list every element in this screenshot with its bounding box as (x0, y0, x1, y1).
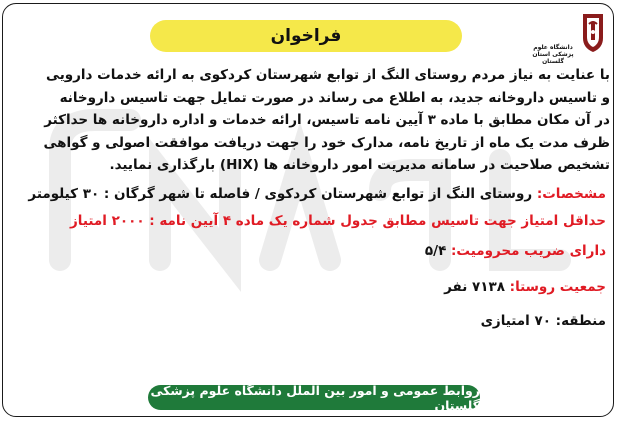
footer-banner (148, 382, 480, 413)
body-line: تشخیص صلاحیت در سامانه مدیریت امور داروخانه ها (HIX) بارگذاری نمایید. (109, 157, 610, 173)
min-score-value: ۲۰۰۰ امتیاز (70, 213, 150, 229)
population-value: ۷۱۳۸ نفر (444, 279, 510, 295)
footer-text: روابط عمومی و امور بین الملل دانشگاه علوم پزشکی گلستان (150, 382, 480, 413)
specs-text: روستای النگ از توابع شهرستان کردکوی / فاصله تا شهر گرگان : ۳۰ کیلومتر (28, 186, 537, 202)
min-score-line (70, 213, 606, 229)
deprivation-line (425, 243, 606, 259)
specs-line (28, 186, 606, 202)
body-line: و تاسیس داروخانه جدید، به اطلاع می رساند در صورت تمایل جهت تاسیس داروخانه (59, 89, 610, 106)
page-title: فراخوان (270, 26, 342, 46)
region-value: ۷۰ امتیازی (480, 313, 556, 329)
specs-label: مشخصات: (536, 186, 606, 202)
body-line: با عنایت به نیاز مردم روستای النگ از توابع شهرستان کردکوی به ارائه خدمات دارویی (46, 67, 610, 83)
population-line (444, 279, 606, 295)
region-line (481, 313, 606, 329)
body-line: ظرف مدت یک ماه از تاریخ نامه، مدارک خود را جهت دریافت موافقت اصولی و گواهی (43, 134, 610, 151)
body-line: در آن مکان مطابق با ماده ۳ آیین نامه تاسیس، ارائه خدمات و اداره داروخانه ها حداکثر (44, 112, 610, 128)
population-label: جمعیت روستا: (509, 279, 606, 295)
title-banner (150, 20, 462, 52)
logo-caption: دانشگاه علوم پزشکی استان گلستان (532, 44, 574, 65)
deprivation-label: دارای ضریب محرومیت: (451, 243, 606, 259)
min-score-label: حداقل امتیاز جهت تاسیس مطابق جدول شماره یک ماده ۴ آیین نامه : (149, 213, 606, 229)
deprivation-value: ۵/۴ (424, 243, 452, 259)
body-paragraph (10, 64, 610, 177)
region-label: منطقه: (555, 313, 606, 329)
